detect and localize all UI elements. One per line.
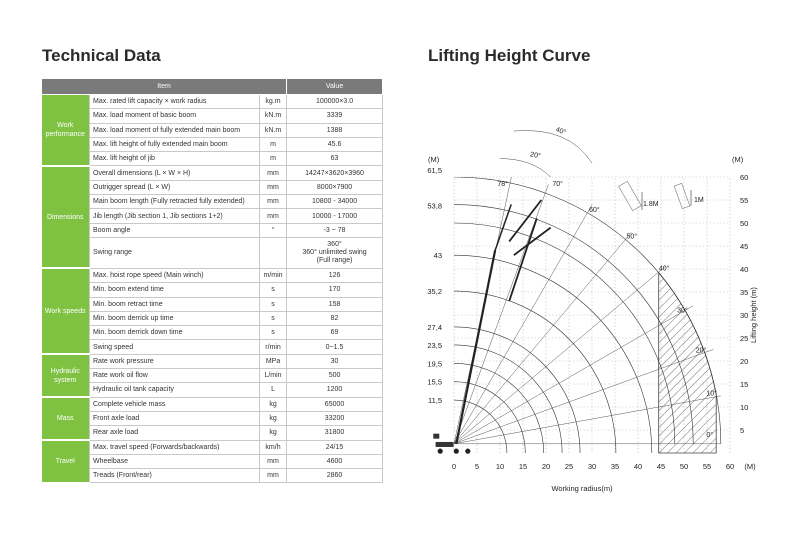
- item-cell: Min. boom extend time: [90, 283, 260, 297]
- y-tick-label-right: 35: [740, 288, 749, 297]
- value-cell: 100000×3.0: [287, 95, 383, 109]
- table-row: [42, 95, 383, 109]
- angle-label: 10°: [706, 390, 717, 398]
- unit-cell: r/min: [260, 340, 287, 354]
- value-cell: 3339: [287, 109, 383, 123]
- table-row: [42, 469, 383, 483]
- crane-truck-wheel: [454, 449, 459, 454]
- category-cell: Mass: [42, 397, 90, 440]
- value-cell: 30: [287, 354, 383, 368]
- item-cell: Rear axle load: [90, 426, 260, 440]
- y-axis-title: Lifting height (m): [749, 287, 758, 343]
- unit-cell: kg: [260, 397, 287, 411]
- y-tick-label-right: 25: [740, 334, 749, 343]
- unit-cell: L: [260, 383, 287, 397]
- item-cell: Wheelbase: [90, 454, 260, 468]
- table-row: [42, 311, 383, 325]
- item-cell: Treads (Front/rear): [90, 469, 260, 483]
- table-row: [42, 426, 383, 440]
- value-cell: 500: [287, 369, 383, 383]
- x-tick-label: 50: [679, 462, 689, 471]
- y-tick-label-left: 15,5: [427, 377, 442, 387]
- unit-cell: mm: [260, 209, 287, 223]
- table-row: [42, 237, 383, 268]
- value-cell: 31800: [287, 426, 383, 440]
- boom-length-arc: [454, 255, 652, 453]
- category-cell: Work speeds: [42, 268, 90, 354]
- table-row: [42, 223, 383, 237]
- table-row: [42, 297, 383, 311]
- category-cell: Travel: [42, 440, 90, 483]
- hook-dimension-label: 1.8M: [643, 201, 659, 208]
- boom-length-arc: [454, 327, 580, 453]
- boom-length-arc: [454, 291, 616, 453]
- crane-truck-body: [436, 442, 454, 447]
- unit-cell: s: [260, 283, 287, 297]
- item-cell: Max. load moment of fully extended main boom: [90, 123, 260, 137]
- value-cell: 0~1.5: [287, 340, 383, 354]
- unit-cell: mm: [260, 180, 287, 194]
- item-cell: Hydraulic oil tank capacity: [90, 383, 260, 397]
- value-cell: 24/15: [287, 440, 383, 454]
- y-tick-label-right: 50: [740, 219, 749, 228]
- table-row: [42, 268, 383, 282]
- unit-cell: °: [260, 223, 287, 237]
- x-tick-label: 30: [587, 462, 597, 471]
- x-tick-label: 25: [564, 462, 574, 471]
- table-row: [42, 340, 383, 354]
- item-cell: Rate work pressure: [90, 354, 260, 368]
- value-cell: 14247×3620×3960: [287, 166, 383, 180]
- jib-offset-arc-20: [500, 159, 551, 177]
- value-cell: 63: [287, 152, 383, 166]
- unit-cell: kg: [260, 426, 287, 440]
- table-row: [42, 283, 383, 297]
- y-tick-label-left: 61,5: [427, 166, 442, 176]
- unit-cell: MPa: [260, 354, 287, 368]
- category-cell: Work performance: [42, 95, 90, 166]
- unit-cell: kg: [260, 411, 287, 425]
- unit-cell: kN.m: [260, 109, 287, 123]
- item-cell: Max. travel speed (Forwards/backwards): [90, 440, 260, 454]
- item-header: Item: [42, 79, 287, 95]
- hook-dimension-label: 1M: [694, 197, 704, 204]
- angle-label: 78°: [497, 181, 508, 189]
- value-cell: 158: [287, 297, 383, 311]
- table-row: [42, 397, 383, 411]
- y-tick-label-right: 5: [740, 426, 745, 435]
- jib-envelope-arc: [454, 205, 693, 444]
- x-tick-label: 20: [541, 462, 551, 471]
- jib-offset-label: 40°: [554, 126, 567, 137]
- value-cell: 2860: [287, 469, 383, 483]
- unit-cell: mm: [260, 454, 287, 468]
- x-unit-label: (M): [744, 462, 756, 471]
- value-header: Value: [287, 79, 383, 95]
- y-tick-label-right: 10: [740, 403, 749, 412]
- y-tick-label-right: 45: [740, 242, 749, 251]
- item-cell: Outrigger spread (L × W): [90, 180, 260, 194]
- unit-cell: mm: [260, 166, 287, 180]
- value-cell: 45.6: [287, 137, 383, 151]
- boom-length-arc: [454, 382, 525, 453]
- item-cell: Rate work oil flow: [90, 369, 260, 383]
- table-row: [42, 137, 383, 151]
- x-tick-label: 40: [633, 462, 643, 471]
- table-row: [42, 152, 383, 166]
- x-tick-label: 60: [725, 462, 735, 471]
- item-cell: Max. rated lift capacity × work radius: [90, 95, 260, 109]
- angle-line: [454, 306, 693, 444]
- unit-cell: m: [260, 152, 287, 166]
- jib-envelope-arc: [454, 223, 675, 444]
- value-cell: 10000 - 17000: [287, 209, 383, 223]
- angle-label: 0°: [706, 432, 714, 440]
- item-cell: Max. hoist rope speed (Main winch): [90, 268, 260, 282]
- item-cell: Boom angle: [90, 223, 260, 237]
- value-cell: 1388: [287, 123, 383, 137]
- value-cell: 360° 360° unlimited swing (Full range): [287, 237, 383, 268]
- table-row: [42, 440, 383, 454]
- angle-label: 40°: [658, 265, 670, 273]
- table-row: [42, 383, 383, 397]
- x-tick-label: 10: [495, 462, 505, 471]
- x-tick-label: 15: [518, 462, 528, 471]
- value-cell: 8000×7900: [287, 180, 383, 194]
- angle-label: 70°: [552, 181, 563, 189]
- angle-line: [454, 205, 592, 444]
- unit-cell: km/h: [260, 440, 287, 454]
- item-cell: Min. boom derrick up time: [90, 311, 260, 325]
- value-cell: 65000: [287, 397, 383, 411]
- lifting-height-curve-title: Lifting Height Curve: [428, 46, 591, 65]
- table-row: [42, 209, 383, 223]
- y-tick-label-right: 40: [740, 265, 749, 274]
- item-cell: Max. lift height of jib: [90, 152, 260, 166]
- y-unit-label-left: (M): [428, 155, 440, 164]
- y-tick-label-left: 19,5: [427, 359, 442, 369]
- table-row: [42, 195, 383, 209]
- angle-label: 60°: [589, 207, 600, 215]
- table-row: [42, 454, 383, 468]
- table-header-row: [42, 79, 383, 95]
- unit-cell: mm: [260, 469, 287, 483]
- y-tick-label-right: 55: [740, 196, 749, 205]
- unit-cell: m: [260, 137, 287, 151]
- item-cell: Main boom length (Fully retracted fully extended): [90, 195, 260, 209]
- jib-offset-label: 20°: [529, 151, 542, 161]
- unit-cell: s: [260, 326, 287, 340]
- jib-offset-arc-40: [514, 130, 592, 163]
- non-working-hatched-region: [659, 273, 717, 453]
- value-cell: 10800 - 34000: [287, 195, 383, 209]
- unit-cell: L/min: [260, 369, 287, 383]
- x-tick-label: 35: [610, 462, 620, 471]
- y-tick-label-right: 60: [740, 173, 749, 182]
- item-cell: Min. boom derrick down time: [90, 326, 260, 340]
- value-cell: 126: [287, 268, 383, 282]
- technical-data-table: [41, 78, 383, 484]
- unit-cell: kN.m: [260, 123, 287, 137]
- crane-truck-cab: [433, 434, 439, 439]
- item-cell: Swing speed: [90, 340, 260, 354]
- crane-truck-wheel: [465, 449, 470, 454]
- item-cell: Swing range: [90, 237, 260, 268]
- item-cell: Overall dimensions (L × W × H): [90, 166, 260, 180]
- unit-cell: mm: [260, 195, 287, 209]
- unit-cell: kg.m: [260, 95, 287, 109]
- table-row: [42, 369, 383, 383]
- y-tick-label-right: 15: [740, 380, 749, 389]
- item-cell: Min. boom retract time: [90, 297, 260, 311]
- angle-label: 30°: [677, 307, 688, 315]
- unit-cell: s: [260, 297, 287, 311]
- hook-diagram-main: [674, 183, 690, 208]
- category-cell: Hydraulic system: [42, 354, 90, 397]
- unit-cell: m/min: [260, 268, 287, 282]
- y-tick-label-left: 43: [433, 251, 442, 261]
- x-tick-label: 55: [702, 462, 712, 471]
- value-cell: -3 ~ 78: [287, 223, 383, 237]
- item-cell: Max. load moment of basic boom: [90, 109, 260, 123]
- table-row: [42, 326, 383, 340]
- y-tick-label-right: 30: [740, 311, 749, 320]
- category-cell: Dimensions: [42, 166, 90, 268]
- y-tick-label-right: 20: [740, 357, 749, 366]
- x-tick-label: 45: [656, 462, 666, 471]
- item-cell: Front axle load: [90, 411, 260, 425]
- y-tick-label-left: 23,5: [427, 340, 442, 350]
- value-cell: 33200: [287, 411, 383, 425]
- table-row: [42, 166, 383, 180]
- unit-cell: s: [260, 311, 287, 325]
- table-row: [42, 411, 383, 425]
- value-cell: 82: [287, 311, 383, 325]
- x-axis-title: Working radius(m): [551, 484, 613, 493]
- y-tick-label-left: 11,5: [427, 396, 442, 406]
- y-unit-label-right: (M): [732, 155, 744, 164]
- value-cell: 170: [287, 283, 383, 297]
- x-tick-label: 5: [474, 462, 480, 471]
- item-cell: Complete vehicle mass: [90, 397, 260, 411]
- lifting-height-chart: [420, 126, 760, 500]
- table-row: [42, 180, 383, 194]
- item-cell: Max. lift height of fully extended main boom: [90, 137, 260, 151]
- table-row: [42, 354, 383, 368]
- y-tick-label-left: 53,8: [427, 201, 442, 211]
- technical-data-title: Technical Data: [42, 46, 161, 65]
- x-tick-label: 0: [451, 462, 457, 471]
- crane-truck-wheel: [438, 449, 443, 454]
- unit-cell: [260, 237, 287, 268]
- table-row: [42, 123, 383, 137]
- angle-label: 20°: [695, 347, 707, 355]
- y-tick-label-left: 27,4: [427, 322, 442, 332]
- value-cell: 1200: [287, 383, 383, 397]
- table-row: [42, 109, 383, 123]
- item-cell: Jib length (Jib section 1, Jib sections 1+2): [90, 209, 260, 223]
- value-cell: 69: [287, 326, 383, 340]
- value-cell: 4600: [287, 454, 383, 468]
- angle-label: 50°: [626, 233, 638, 241]
- y-tick-label-left: 35,2: [427, 287, 442, 297]
